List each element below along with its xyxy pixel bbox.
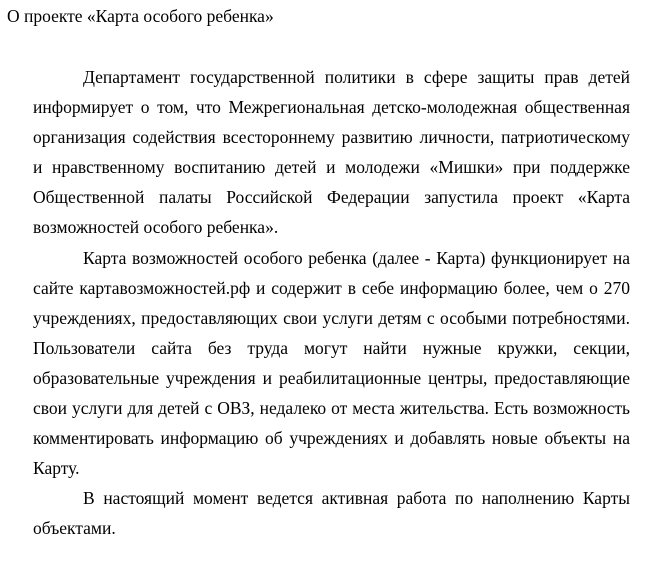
paragraph-intro: Департамент государственной политики в сфере защиты прав детей информирует о том, что Межрегиональная детско-молодежная общественная организация содействия всестороннему развитию личности, патриотическому и нравственному воспитанию детей и молодежи «Мишки» при поддержке Общественной палаты Российской Федерации запустила проект «Карта возможностей особого ребенка». — [33, 67, 630, 238]
document-title: О проекте «Карта особого ребенка» — [7, 6, 274, 26]
paragraph-map-description: Карта возможностей особого ребенка (далее - Карта) функционирует на сайте картавозможностей.рф и содержит в себе информацию более, чем о 270 учреждениях, предоставляющих свои услуги детям с особыми потребностями. Пользователи сайта без труда могут найти нужные кружки, секции, образовательные учреждения и реабилитационные центры, предоставляющие свои услуги для детей с ОВЗ, недалеко от места жительства. Есть возможность комментировать информацию об учреждениях и добавлять новые объекты на Карту. — [33, 247, 630, 479]
document-body — [33, 62, 630, 544]
paragraph-current-status: В настоящий момент ведется активная работа по наполнению Карты объектами. — [33, 488, 630, 539]
